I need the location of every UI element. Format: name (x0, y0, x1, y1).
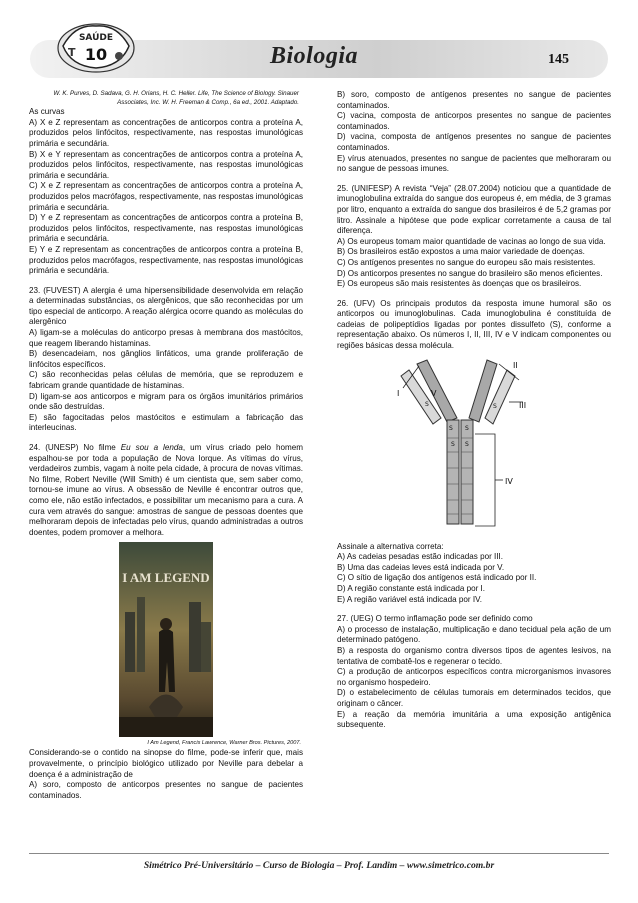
q25-stem: 25. (UNIFESP) A revista “Veja” (28.07.2004) noticiou que a quantidade de imunoglobulina extraída do sangue dos europeus é, em média, de 3 gramas por litro, enquanto a extraída do sangue dos brasileiros é de 5,2 gramas por litro. Assinale a hipótese que pode explicar corretamente a causa de tal diferença. (337, 183, 611, 236)
right-column (337, 90, 611, 731)
curvas-option-e: E) Y e Z representam as concentrações de anticorpos contra a proteína B, produzidos pelos macrófagos, respectivamente, nas respostas imunológicas primária e secundária. (29, 244, 303, 276)
q24-continuation: Considerando-se o contido na sinopse do filme, pode-se inferir que, mais provavelmente, o princípio biológico utilizado por Neville para debelar a doença é a administração de (29, 748, 303, 779)
curvas-title: As curvas (29, 107, 65, 117)
curvas-option-d: D) Y e Z representam as concentrações de anticorpos contra a proteína B, produzidos pelos linfócitos, respectivamente, nas respostas imunológicas primária e secundária. (29, 213, 303, 244)
q24-option-e: E) vírus atenuados, presentes no sangue de pacientes que melhoraram ou no sangue de pessoas imunes. (337, 153, 611, 174)
label-i: I (397, 388, 400, 398)
reference-citation: W. K. Purves, D. Sadava, G. H. Orians, H. C. Heller. Life, The Science of Biology. Sinauer Associates, Inc. W. H. Freeman & Comp., 6a ed., 2001. Adaptado. (53, 90, 299, 106)
poster-caption: I Am Legend, Francis Lawrence, Warner Bros. Pictures, 2007. (147, 740, 301, 747)
q24-stem: 24. (UNESP) No filme Eu sou a lenda, um vírus criado pelo homem espalhou-se por toda a população de Nova Iorque. As vítimas do vírus, verdadeiros zumbis, vagam à noite pela cidade, à procura de novas vítimas. No filme, Robert Neville (Will Smith) é um cientista que, sem saber como, tornou-se imune ao vírus. A obsessão de Neville é encontrar outros que, como ele, não estão infectados, e possibilitar um mecanismo para a cura. A cura vem através do sangue: amostras de sangue de pessoas doentes que melhoraram depois de infectadas pelo vírus, quando administradas a outros doentes, podem promover a melhora. (29, 443, 303, 537)
q26-option-e: E) A região variável está indicada por IV. (337, 594, 483, 604)
q27-stem: 27. (UEG) O termo inflamação pode ser definido como (337, 614, 533, 624)
q24-option-c: C) vacina, composta de anticorpos presentes no sangue de pacientes contaminados. (337, 111, 611, 131)
q26-option-d: D) A região constante está indicada por I. (337, 584, 486, 594)
q26-option-c: C) O sítio de ligação dos antígenos está indicado por II. (337, 573, 537, 583)
q24-option-a: A) soro, composto de anticorpos presentes no sangue de pacientes contaminados. (29, 780, 303, 800)
label-ii: II (513, 360, 518, 370)
poster-title: I AM LEGEND (122, 570, 210, 586)
q23-option-a: A) ligam-se a moléculas do anticorpo presas à membrana dos mastócitos, que reagem liberando histaminas. (29, 328, 303, 348)
q23-option-d: D) ligam-se aos anticorpos e migram para os órgãos imunitários primários onde são destruídas. (29, 391, 303, 412)
left-column (29, 90, 303, 801)
q27-option-e: E) a reação da memória imunitária a uma exposição antigênica subsequente. (337, 709, 611, 730)
q26-stem: 26. (UFV) Os principais produtos da resposta imune humoral são os anticorpos ou imunoglobulinas. Cada imunoglobulina é constituída de cadeias de polipeptídios ligadas por pontes dissulfeto (S), conforme a representação abaixo. Os números I, II, III, IV e V indicam componentes ou regiões básicas dessa molécula. (337, 298, 611, 351)
svg-text:10: 10 (84, 45, 108, 64)
q24-option-d: D) vacina, composta de antígenos presentes no sangue de pacientes contaminados. (337, 132, 611, 152)
q24-film-title: Eu sou a lenda (120, 443, 183, 452)
q23-stem: 23. (FUVEST) A alergia é uma hipersensibilidade desenvolvida em relação a determinadas substâncias, os alergênicos, que são reconhecidas por um tipo especial de anticorpo. A reação alérgica ocorre quando as moléculas do alergênico (29, 285, 303, 327)
i-am-legend-poster (119, 542, 213, 737)
q24-option-b: B) soro, composto de antígenos presentes no sangue de pacientes contaminados. (337, 90, 611, 110)
disulfide-s-6: S (465, 440, 469, 448)
disulfide-s-3: S (449, 424, 453, 432)
svg-text:T: T (68, 46, 76, 59)
subject-title: Biologia (270, 43, 359, 69)
q23-option-e: E) são fagocitadas pelos mastócitos e estimulam a fabricação das interleucinas. (29, 412, 303, 433)
q26-option-a: A) As cadeias pesadas estão indicadas por III. (337, 552, 504, 562)
q26-prompt: Assinale a alternativa correta: (337, 541, 444, 551)
label-v: V (431, 388, 437, 398)
q25-option-c: C) Os antígenos presentes no sangue do europeu são mais resistentes. (337, 257, 596, 267)
q25-option-d: D) Os anticorpos presentes no sangue do brasileiro são menos eficientes. (337, 268, 603, 278)
q27-option-d: D) o estabelecimento de células tumorais em determinados tecidos, que originam o câncer. (337, 688, 611, 708)
disulfide-s-2: S (493, 402, 497, 410)
q25-option-b: B) Os brasileiros estão expostos a uma maior variedade de doenças. (337, 247, 585, 257)
q23-option-c: C) são reconhecidas pelas células de memória, que se reproduzem e fabricam grande quantidade de histaminas. (29, 370, 303, 391)
q25-option-e: E) Os europeus são mais resistentes às doenças que os brasileiros. (337, 279, 582, 289)
label-iv: IV (505, 476, 513, 486)
q27-option-c: C) a produção de anticorpos específicos contra microrganismos invasores no organismo hospedeiro. (337, 667, 611, 687)
q26-option-b: B) Uma das cadeias leves está indicada por V. (337, 562, 505, 572)
q27-option-a: A) o processo de instalação, multiplicação e dano tecidual pela ação de um determinado patógeno. (337, 624, 611, 645)
q25-option-a: A) Os europeus tomam maior quantidade de vacinas ao longo de sua vida. (337, 236, 606, 246)
svg-text:SAÚDE: SAÚDE (78, 33, 114, 43)
turma-saude-logo (55, 16, 137, 76)
q23-option-b: B) desencadeiam, nos gânglios linfáticos, uma grande proliferação de linfócitos específicos. (29, 349, 303, 369)
footer-text: Simétrico Pré-Universitário – Curso de Biologia – Prof. Landim – www.simetrico.com.br (143, 860, 495, 871)
disulfide-s-1: S (425, 400, 429, 408)
label-iii: III (519, 400, 527, 410)
disulfide-s-5: S (451, 440, 455, 448)
footer-divider (29, 853, 609, 854)
antibody-diagram (395, 356, 533, 538)
curvas-option-c: C) X e Z representam as concentrações de anticorpos contra a proteína A, produzidos pelos macrófagos, respectivamente, nas respostas imunológicas primária e secundária. (29, 181, 303, 212)
disulfide-s-4: S (465, 424, 469, 432)
page-number: 145 (548, 52, 569, 67)
curvas-option-a: A) X e Z representam as concentrações de anticorpos contra a proteína A, produzidos pelos linfócitos, respectivamente, nas respostas imunológicas primária e secundária. (29, 117, 303, 148)
curvas-option-b: B) X e Y representam as concentrações de anticorpos contra a proteína A, produzidos pelos linfócitos, respectivamente, nas respostas imunológicas primária e secundária. (29, 149, 303, 180)
q27-option-b: B) a resposta do organismo contra diversos tipos de agentes lesivos, na tentativa de combatê-los e regenerar o tecido. (337, 646, 611, 666)
